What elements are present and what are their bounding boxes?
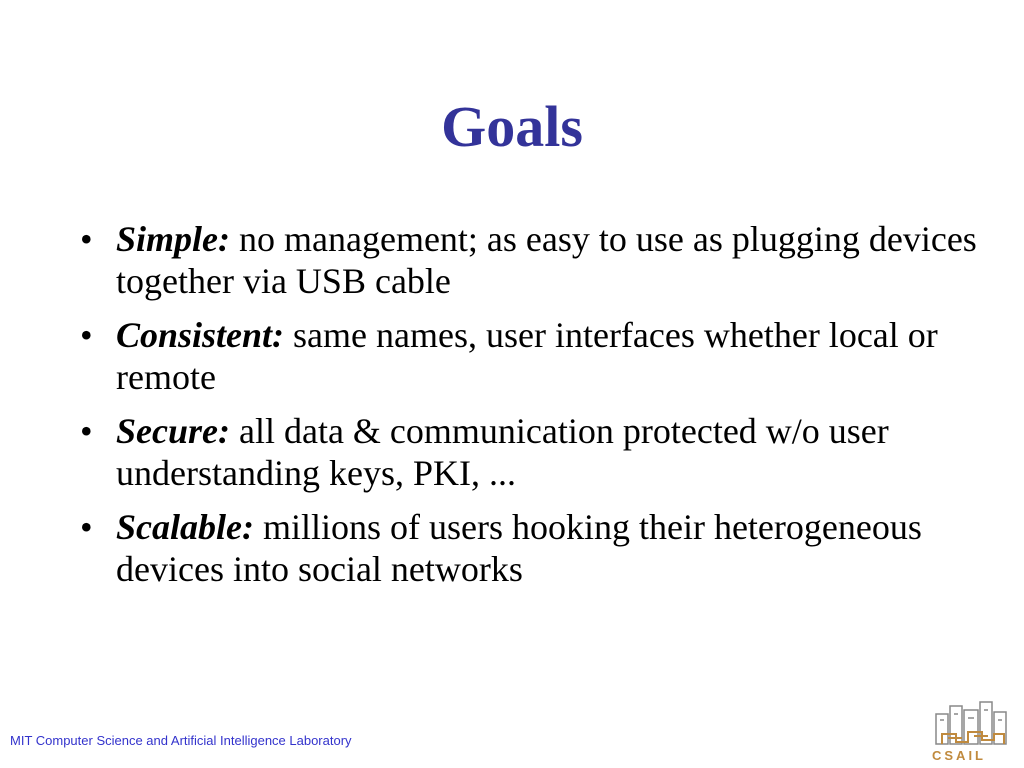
bullet-text: millions of users hooking their heterogeneous devices into social networks (116, 507, 922, 589)
bullet-dot-icon: • (80, 219, 93, 259)
bullet-term: Simple: (116, 219, 230, 259)
bullet-dot-icon: • (80, 507, 93, 547)
bullet-text: no management; as easy to use as plugging devices together via USB cable (116, 219, 977, 301)
bullet-term: Scalable: (116, 507, 254, 547)
bullet-item (78, 218, 978, 302)
bullet-item (78, 410, 978, 494)
bullet-dot-icon: • (80, 315, 93, 355)
bullet-text: same names, user interfaces whether local or remote (116, 315, 938, 397)
bullet-term: Consistent: (116, 315, 285, 355)
bullet-term: Secure: (116, 411, 230, 451)
bullet-list (78, 218, 978, 602)
csail-logo-text: CSAIL (932, 748, 986, 763)
bullet-item (78, 314, 978, 398)
bullet-dot-icon: • (80, 411, 93, 451)
bullet-text: all data & communication protected w/o user understanding keys, PKI, ... (116, 411, 889, 493)
footer-lab-name: MIT Computer Science and Artificial Intelligence Laboratory (10, 733, 352, 748)
slide-title: Goals (441, 94, 583, 159)
bullet-item (78, 506, 978, 590)
